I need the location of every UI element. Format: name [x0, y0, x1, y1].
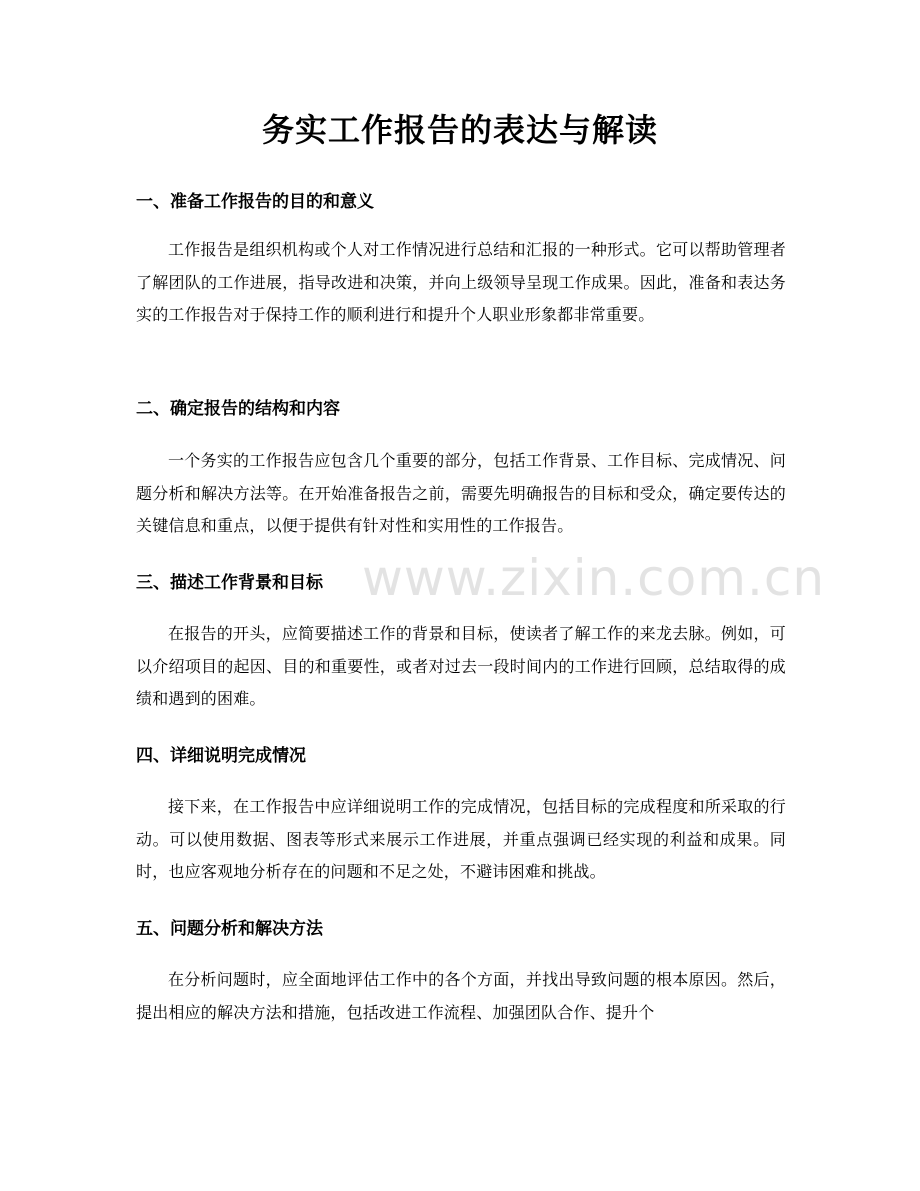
section-heading-3: 三、描述工作背景和目标	[136, 573, 323, 593]
section-heading-4: 四、详细说明完成情况	[136, 746, 306, 766]
section-paragraph-1: 工作报告是组织机构或个人对工作情况进行总结和汇报的一种形式。它可以帮助管理者了解团队的工作进展，指导改进和决策，并向上级领导呈现工作成果。因此，准备和表达务实的工作报告对于保持工作的顺利进行和提升个人职业形象都非常重要。	[136, 240, 786, 324]
section-paragraph-3: 在报告的开头，应简要描述工作的背景和目标，使读者了解工作的来龙去脉。例如，可以介绍项目的起因、目的和重要性，或者对过去一段时间内的工作进行回顾，总结取得的成绩和遇到的困难。	[136, 624, 786, 708]
section-paragraph-2: 一个务实的工作报告应包含几个重要的部分，包括工作背景、工作目标、完成情况、问题分析和解决方法等。在开始准备报告之前，需要先明确报告的目标和受众，确定要传达的关键信息和重点，以便于提供有针对性和实用性的工作报告。	[136, 451, 786, 535]
document-title: 务实工作报告的表达与解读	[261, 111, 658, 149]
section-paragraph-4: 接下来，在工作报告中应详细说明工作的完成情况，包括目标的完成程度和所采取的行动。可以使用数据、图表等形式来展示工作进展，并重点强调已经实现的利益和成果。同时，也应客观地分析存在的问题和不足之处，不避讳困难和挑战。	[136, 797, 786, 881]
section-heading-1: 一、准备工作报告的目的和意义	[136, 192, 374, 212]
watermark-text: www.zixin.com.cn	[362, 549, 826, 607]
section-heading-2: 二、确定报告的结构和内容	[136, 399, 340, 419]
section-heading-5: 五、问题分析和解决方法	[136, 919, 323, 939]
section-paragraph-5: 在分析问题时，应全面地评估工作中的各个方面，并找出导致问题的根本原因。然后，提出相应的解决方法和措施，包括改进工作流程、加强团队合作、提升个	[136, 970, 786, 1022]
